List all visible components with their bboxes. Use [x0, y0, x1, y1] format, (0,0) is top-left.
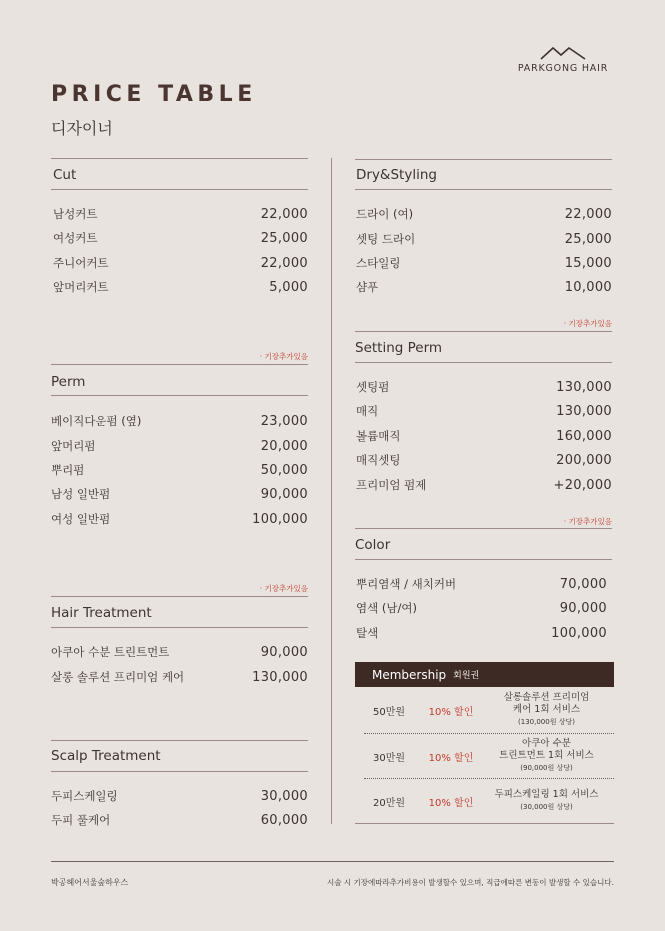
item-price: 160,000 [556, 429, 612, 444]
item-price: 130,000 [252, 670, 308, 685]
section-title-cut: Cut [53, 167, 77, 183]
cut-top-rule [51, 158, 308, 159]
item-name: 매직셋팅 [356, 453, 401, 467]
item-price: 25,000 [260, 231, 308, 246]
section-title-color: Color [355, 537, 391, 553]
extra-length-note: · 기장추가있음 [563, 517, 612, 526]
extra-length-note: · 기장추가있음 [259, 352, 308, 361]
price-row [356, 625, 607, 641]
item-price: 70,000 [559, 577, 607, 592]
item-name: 남성 일반펌 [51, 487, 111, 501]
item-price: 22,000 [260, 256, 308, 271]
item-name: 드라이 (여) [356, 207, 414, 221]
membership-title: Membership [372, 667, 447, 682]
item-price: 50,000 [260, 463, 308, 478]
service-line: 트린트먼트 1회 서비스 [499, 750, 594, 761]
price-row [51, 462, 308, 478]
dotted-separator [364, 733, 614, 734]
item-price: 30,000 [260, 789, 308, 804]
membership-discount: 10% 할인 [428, 797, 474, 809]
cut-bottom-rule [51, 189, 308, 190]
item-name: 셋팅 드라이 [356, 232, 416, 246]
membership-row [355, 786, 614, 816]
item-name: 아쿠아 수분 트린트먼트 [51, 645, 170, 659]
membership-discount: 10% 할인 [428, 752, 474, 764]
item-price: 20,000 [260, 439, 308, 454]
membership-row [355, 736, 614, 776]
membership-service [479, 789, 614, 813]
price-row [53, 255, 308, 271]
item-name: 프리미엄 펌제 [356, 478, 427, 492]
dry-styling-top-rule [355, 159, 612, 160]
perm-top-rule [51, 364, 308, 365]
item-price: 100,000 [551, 626, 607, 641]
roof-logo-icon [539, 45, 587, 61]
price-row [356, 279, 612, 295]
item-price: 22,000 [564, 207, 612, 222]
setting-perm-bottom-rule [355, 362, 612, 363]
price-row [51, 511, 308, 527]
service-value: (90,000원 상당) [520, 764, 573, 772]
setting-perm-top-rule [355, 331, 612, 332]
price-row [356, 231, 612, 247]
item-name: 염색 (남/여) [356, 601, 417, 615]
membership-amount: 30만원 [372, 752, 406, 764]
item-price: 23,000 [260, 414, 308, 429]
section-title-dry-styling: Dry&Styling [356, 167, 437, 183]
item-name: 두피스케일링 [51, 789, 118, 803]
item-name: 남성커트 [53, 207, 98, 221]
item-name: 두피 풀케어 [51, 813, 111, 827]
price-row [356, 403, 612, 419]
item-price: 90,000 [260, 645, 308, 660]
item-price: +20,000 [553, 478, 612, 493]
page-title: PRICE TABLE [51, 82, 257, 107]
price-row [356, 600, 607, 616]
membership-header [355, 662, 614, 687]
perm-bottom-rule [51, 395, 308, 396]
item-price: 130,000 [556, 380, 612, 395]
price-row [356, 576, 607, 592]
section-title-scalp-treatment: Scalp Treatment [51, 748, 161, 764]
page-subtitle: 디자이너 [51, 119, 113, 138]
price-row [356, 428, 612, 444]
price-row [51, 644, 308, 660]
item-name: 매직 [356, 404, 379, 418]
price-row [356, 255, 612, 271]
item-price: 22,000 [260, 207, 308, 222]
item-name: 앞머리커트 [53, 280, 109, 294]
item-name: 셋팅펌 [356, 380, 390, 394]
price-row [53, 230, 308, 246]
service-line: 케어 1회 서비스 [512, 704, 581, 715]
price-row [53, 206, 308, 222]
extra-length-note: · 기장추가있음 [259, 584, 308, 593]
extra-length-note: · 기장추가있음 [563, 319, 612, 328]
membership-discount: 10% 할인 [428, 706, 474, 718]
column-divider [331, 158, 332, 824]
membership-title-ko: 회원권 [453, 671, 480, 681]
membership-amount: 50만원 [372, 706, 406, 718]
footer-disclaimer: 시술 시 기장에따라추가비용이 발생할수 있으며, 직급에따른 변동이 발생할 수 있습니다. [326, 878, 614, 887]
price-row [356, 452, 612, 468]
item-name: 여성커트 [53, 231, 98, 245]
dry-styling-bottom-rule [355, 189, 612, 190]
section-title-hair-treatment: Hair Treatment [51, 605, 152, 621]
dotted-separator [364, 778, 614, 779]
item-name: 앞머리펌 [51, 439, 96, 453]
footer-rule [51, 861, 614, 862]
item-price: 60,000 [260, 813, 308, 828]
item-price: 25,000 [564, 232, 612, 247]
scalp-treatment-top-rule [51, 740, 308, 741]
service-line: 살롱솔루션 프리미엄 [503, 692, 590, 703]
item-name: 살롱 솔루션 프리미엄 케어 [51, 670, 185, 684]
membership-service [479, 738, 614, 774]
price-row [356, 206, 612, 222]
service-line: 아쿠아 수분 [522, 738, 571, 749]
price-row [53, 279, 308, 295]
price-row [51, 413, 308, 429]
item-price: 200,000 [556, 453, 612, 468]
item-name: 스타일링 [356, 256, 401, 270]
item-name: 탈색 [356, 626, 379, 640]
price-row [51, 788, 308, 804]
section-title-setting-perm: Setting Perm [355, 340, 443, 356]
item-name: 샴푸 [356, 280, 379, 294]
footer-shop-name: 박공헤어서울숲하우스 [51, 878, 129, 887]
item-price: 90,000 [559, 601, 607, 616]
membership-bottom-rule [355, 823, 614, 824]
membership-service [479, 692, 614, 728]
brand-logo [513, 45, 613, 74]
price-row [356, 379, 612, 395]
item-name: 뿌리염색 / 새치커버 [356, 577, 457, 591]
service-value: (130,000원 상당) [518, 718, 575, 726]
item-price: 10,000 [564, 280, 612, 295]
item-price: 130,000 [556, 404, 612, 419]
price-row [51, 669, 308, 685]
brand-name: PARKGONG HAIR [517, 63, 609, 74]
item-price: 5,000 [269, 280, 308, 295]
color-top-rule [355, 528, 612, 529]
section-title-perm: Perm [51, 374, 86, 390]
color-bottom-rule [355, 559, 612, 560]
item-name: 뿌리펌 [51, 463, 85, 477]
hair-treatment-bottom-rule [51, 627, 308, 628]
membership-amount: 20만원 [372, 797, 406, 809]
price-row [51, 812, 308, 828]
item-name: 여성 일반펌 [51, 512, 111, 526]
price-row [51, 486, 308, 502]
scalp-treatment-bottom-rule [51, 771, 308, 772]
membership-row [355, 690, 614, 730]
price-row [356, 477, 612, 493]
service-value: (30,000원 상당) [520, 803, 573, 811]
item-name: 베이직다운펌 (옆) [51, 414, 142, 428]
item-price: 15,000 [564, 256, 612, 271]
item-price: 90,000 [260, 487, 308, 502]
item-price: 100,000 [252, 512, 308, 527]
item-name: 볼륨매직 [356, 429, 401, 443]
service-line: 두피스케일링 1회 서비스 [494, 789, 599, 800]
item-name: 주니어커트 [53, 256, 109, 270]
price-row [51, 438, 308, 454]
hair-treatment-top-rule [51, 596, 308, 597]
